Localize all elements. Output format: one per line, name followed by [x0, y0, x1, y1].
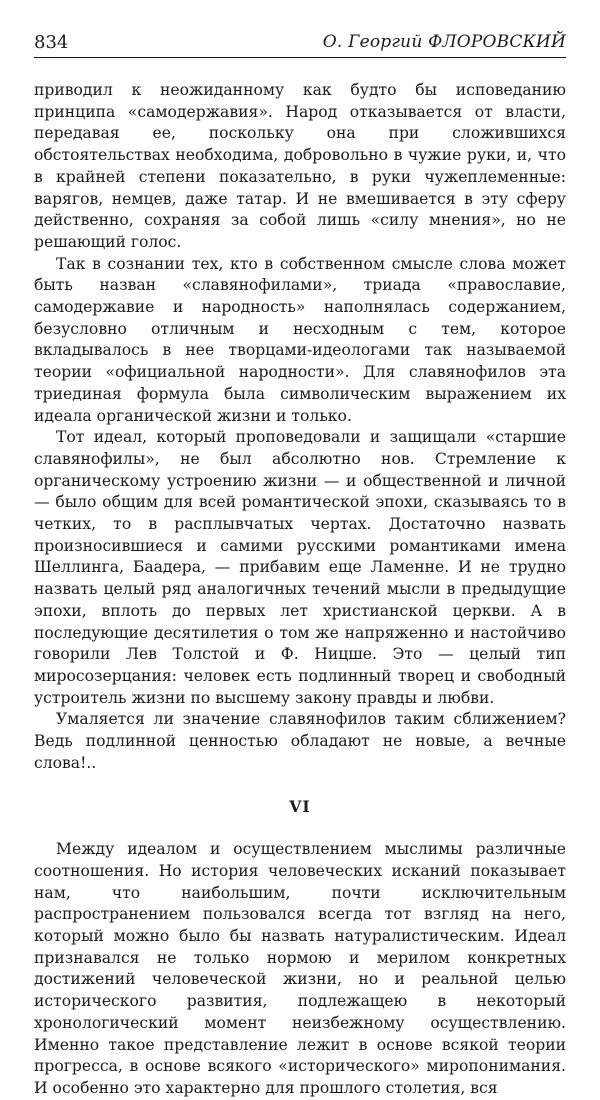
paragraph-eternal-words: Умаляется ли значение славянофилов таким сближением? Ведь подлинной ценностью обладают не новые, а вечные слова!..: [34, 710, 566, 772]
paragraph-ideal-and-realization: Между идеалом и осуществлением мыслимы различные соотношения. Но история человеческих исканий показывает нам, что наибольшим, почти исключительным распространением пользовался всегда тот взгляд на него, который можно было бы назвать натуралистическим. Идеал признавался не только нормою и мерилом конкретных достижений человеческой жизни, но и реальной целью исторического развития, подлежащею в некоторый хронологический момент неизбежному осуществлению. Именно такое представление лежит в основе всякой теории прогресса, в основе всякого «исторического» миропонимания. И особенно это характерно для прошлого столетия, вся: [34, 840, 566, 1097]
paragraph-organic-ideal: Тот идеал, который проповедовали и защищали «старшие славянофилы», не был абсолютно нов. Стремление к органическому устроению жизни — и общественной и личной — было общим для всей романтической эпохи, сказываясь то в четких, то в расплывчатых чертах. Достаточно назвать произносившиеся и самими русскими романтиками имена Шеллинга, Баадера, — прибавим еще Ламенне. И не трудно назвать целый ряд аналогичных течений мысли в предыдущие эпохи, вплоть до первых лет христианской церкви. А в последующие десятилетия о том же напряженно и настойчиво говорили Лев Толстой и Ф. Ницше. Это — целый тип миросозерцания: человек есть подлинный творец и свободный устроитель жизни по высшему закону правды и любви.: [34, 428, 566, 707]
header-rule: [34, 57, 566, 58]
body-text: [34, 80, 566, 1100]
page-number: 834: [34, 32, 69, 53]
section-heading: VI: [289, 796, 311, 816]
page-header: [34, 30, 566, 60]
paragraph-slavophiles-triad: Так в сознании тех, кто в собственном смысле слова может быть назван «славянофилами», триада «православие, самодержавие и народность» наполнялась содержанием, безусловно отличным и несходным с тем, которое вкладывалось в нее творцами-идеологами так называемой теории «официальной народности». Для славянофилов эта триединая формула была символическим выражением их идеала органической жизни и только.: [34, 254, 566, 425]
running-title: О. Георгий ФЛОРОВСКИЙ: [322, 32, 566, 52]
paragraph-continued: приводил к неожиданному как будто бы исповеданию принципа «самодержавия». Народ отказывается от власти, передавая ее, поскольку она при сложившихся обстоятельствах необходима, добровольно в чужие руки, и, что в крайней степени показательно, в руки чужеплеменные: варягов, немцев, даже татар. И не вмешивается в эту сферу действенно, сохраняя за собой лишь «силу мнения», но не решающий голос.: [34, 81, 566, 251]
